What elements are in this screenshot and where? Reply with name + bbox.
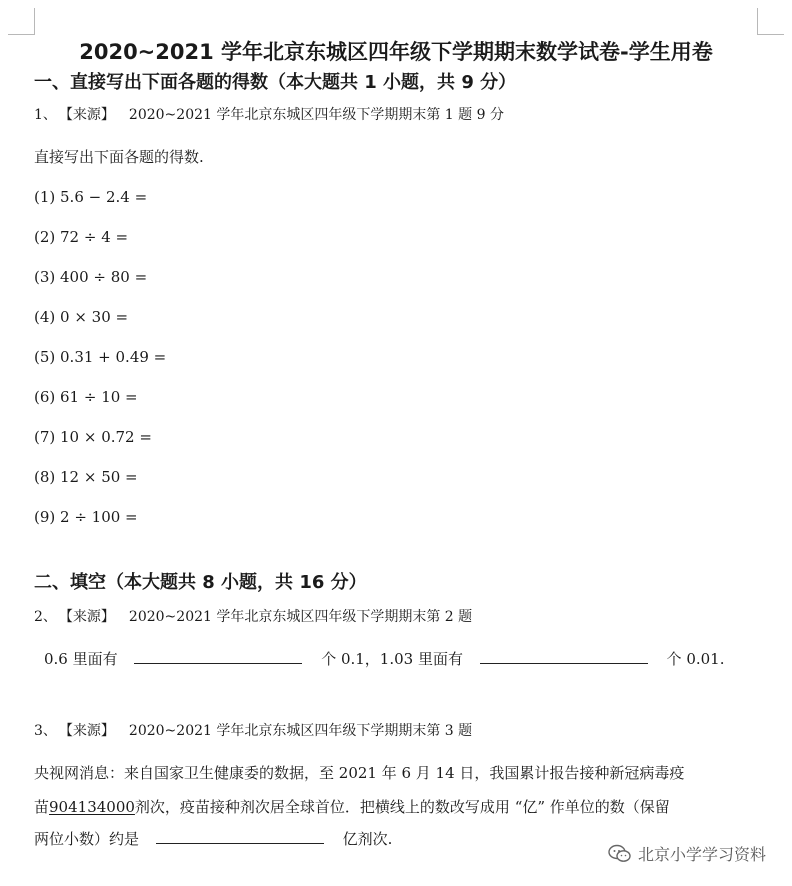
answer-blank-2[interactable] xyxy=(480,662,648,664)
source-text: 2020~2021 学年北京东城区四年级下学期期末第 1 题 9 分 xyxy=(128,107,504,123)
question-number: 1、 xyxy=(34,107,57,123)
arithmetic-item: (3) 400 ÷ 80 = xyxy=(34,268,148,286)
question-2-text-part2: 个 0.1，1.03 里面有 xyxy=(321,650,463,668)
page-corner-mark-right xyxy=(757,8,784,35)
arithmetic-item: (7) 10 × 0.72 = xyxy=(34,428,152,446)
arithmetic-item: (4) 0 × 30 = xyxy=(34,308,129,326)
question-number: 3、 xyxy=(34,723,57,739)
question-3-line-3-pre: 两位小数）约是 xyxy=(34,830,140,848)
question-2-body xyxy=(44,648,724,669)
question-3-line-2 xyxy=(34,796,670,817)
arithmetic-item: (8) 12 × 50 = xyxy=(34,468,138,486)
page-corner-mark-left xyxy=(8,8,35,35)
question-1-instruction: 直接写出下面各题的得数. xyxy=(34,148,204,166)
question-3-line-2-post: 剂次，疫苗接种剂次居全球首位．把横线上的数改写成用 “亿” 作单位的数（保留 xyxy=(134,798,670,816)
arithmetic-item: (5) 0.31 + 0.49 = xyxy=(34,348,167,366)
question-2-header xyxy=(34,606,472,626)
arithmetic-item: (9) 2 ÷ 100 = xyxy=(34,508,138,526)
source-label: 【来源】 xyxy=(58,609,115,625)
watermark-text: 北京小学学习资料 xyxy=(637,845,766,864)
question-3-line-3-post: 亿剂次. xyxy=(342,830,393,848)
answer-blank-1[interactable] xyxy=(134,662,302,664)
arithmetic-item: (2) 72 ÷ 4 = xyxy=(34,228,129,246)
question-3-line-3 xyxy=(34,828,392,849)
source-label: 【来源】 xyxy=(58,723,115,739)
source-text: 2020~2021 学年北京东城区四年级下学期期末第 2 题 xyxy=(128,609,473,625)
arithmetic-item: (1) 5.6 − 2.4 = xyxy=(34,188,148,206)
arithmetic-item: (6) 61 ÷ 10 = xyxy=(34,388,138,406)
watermark xyxy=(608,842,766,865)
question-number: 2、 xyxy=(34,609,57,625)
section-2-heading: 二、填空（本大题共 8 小题，共 16 分） xyxy=(34,572,367,593)
question-2-text-part1: 0.6 里面有 xyxy=(44,650,118,668)
vaccine-dose-number: 904134000 xyxy=(49,798,135,816)
section-1-heading: 一、直接写出下面各题的得数（本大题共 1 小题，共 9 分） xyxy=(34,72,517,93)
source-text: 2020~2021 学年北京东城区四年级下学期期末第 3 题 xyxy=(128,723,473,739)
question-2-text-part3: 个 0.01. xyxy=(666,650,725,668)
question-3-line-1: 央视网消息：来自国家卫生健康委的数据，至 2021 年 6 月 14 日，我国累计报告接种新冠病毒疫 xyxy=(34,764,685,782)
answer-blank-3[interactable] xyxy=(156,842,324,844)
question-1-header xyxy=(34,104,504,124)
question-3-line-2-pre: 苗 xyxy=(34,798,50,816)
document-title: 2020~2021 学年北京东城区四年级下学期期末数学试卷-学生用卷 xyxy=(79,40,713,64)
source-label: 【来源】 xyxy=(58,107,115,123)
question-3-header xyxy=(34,720,472,740)
wechat-icon xyxy=(608,844,632,864)
